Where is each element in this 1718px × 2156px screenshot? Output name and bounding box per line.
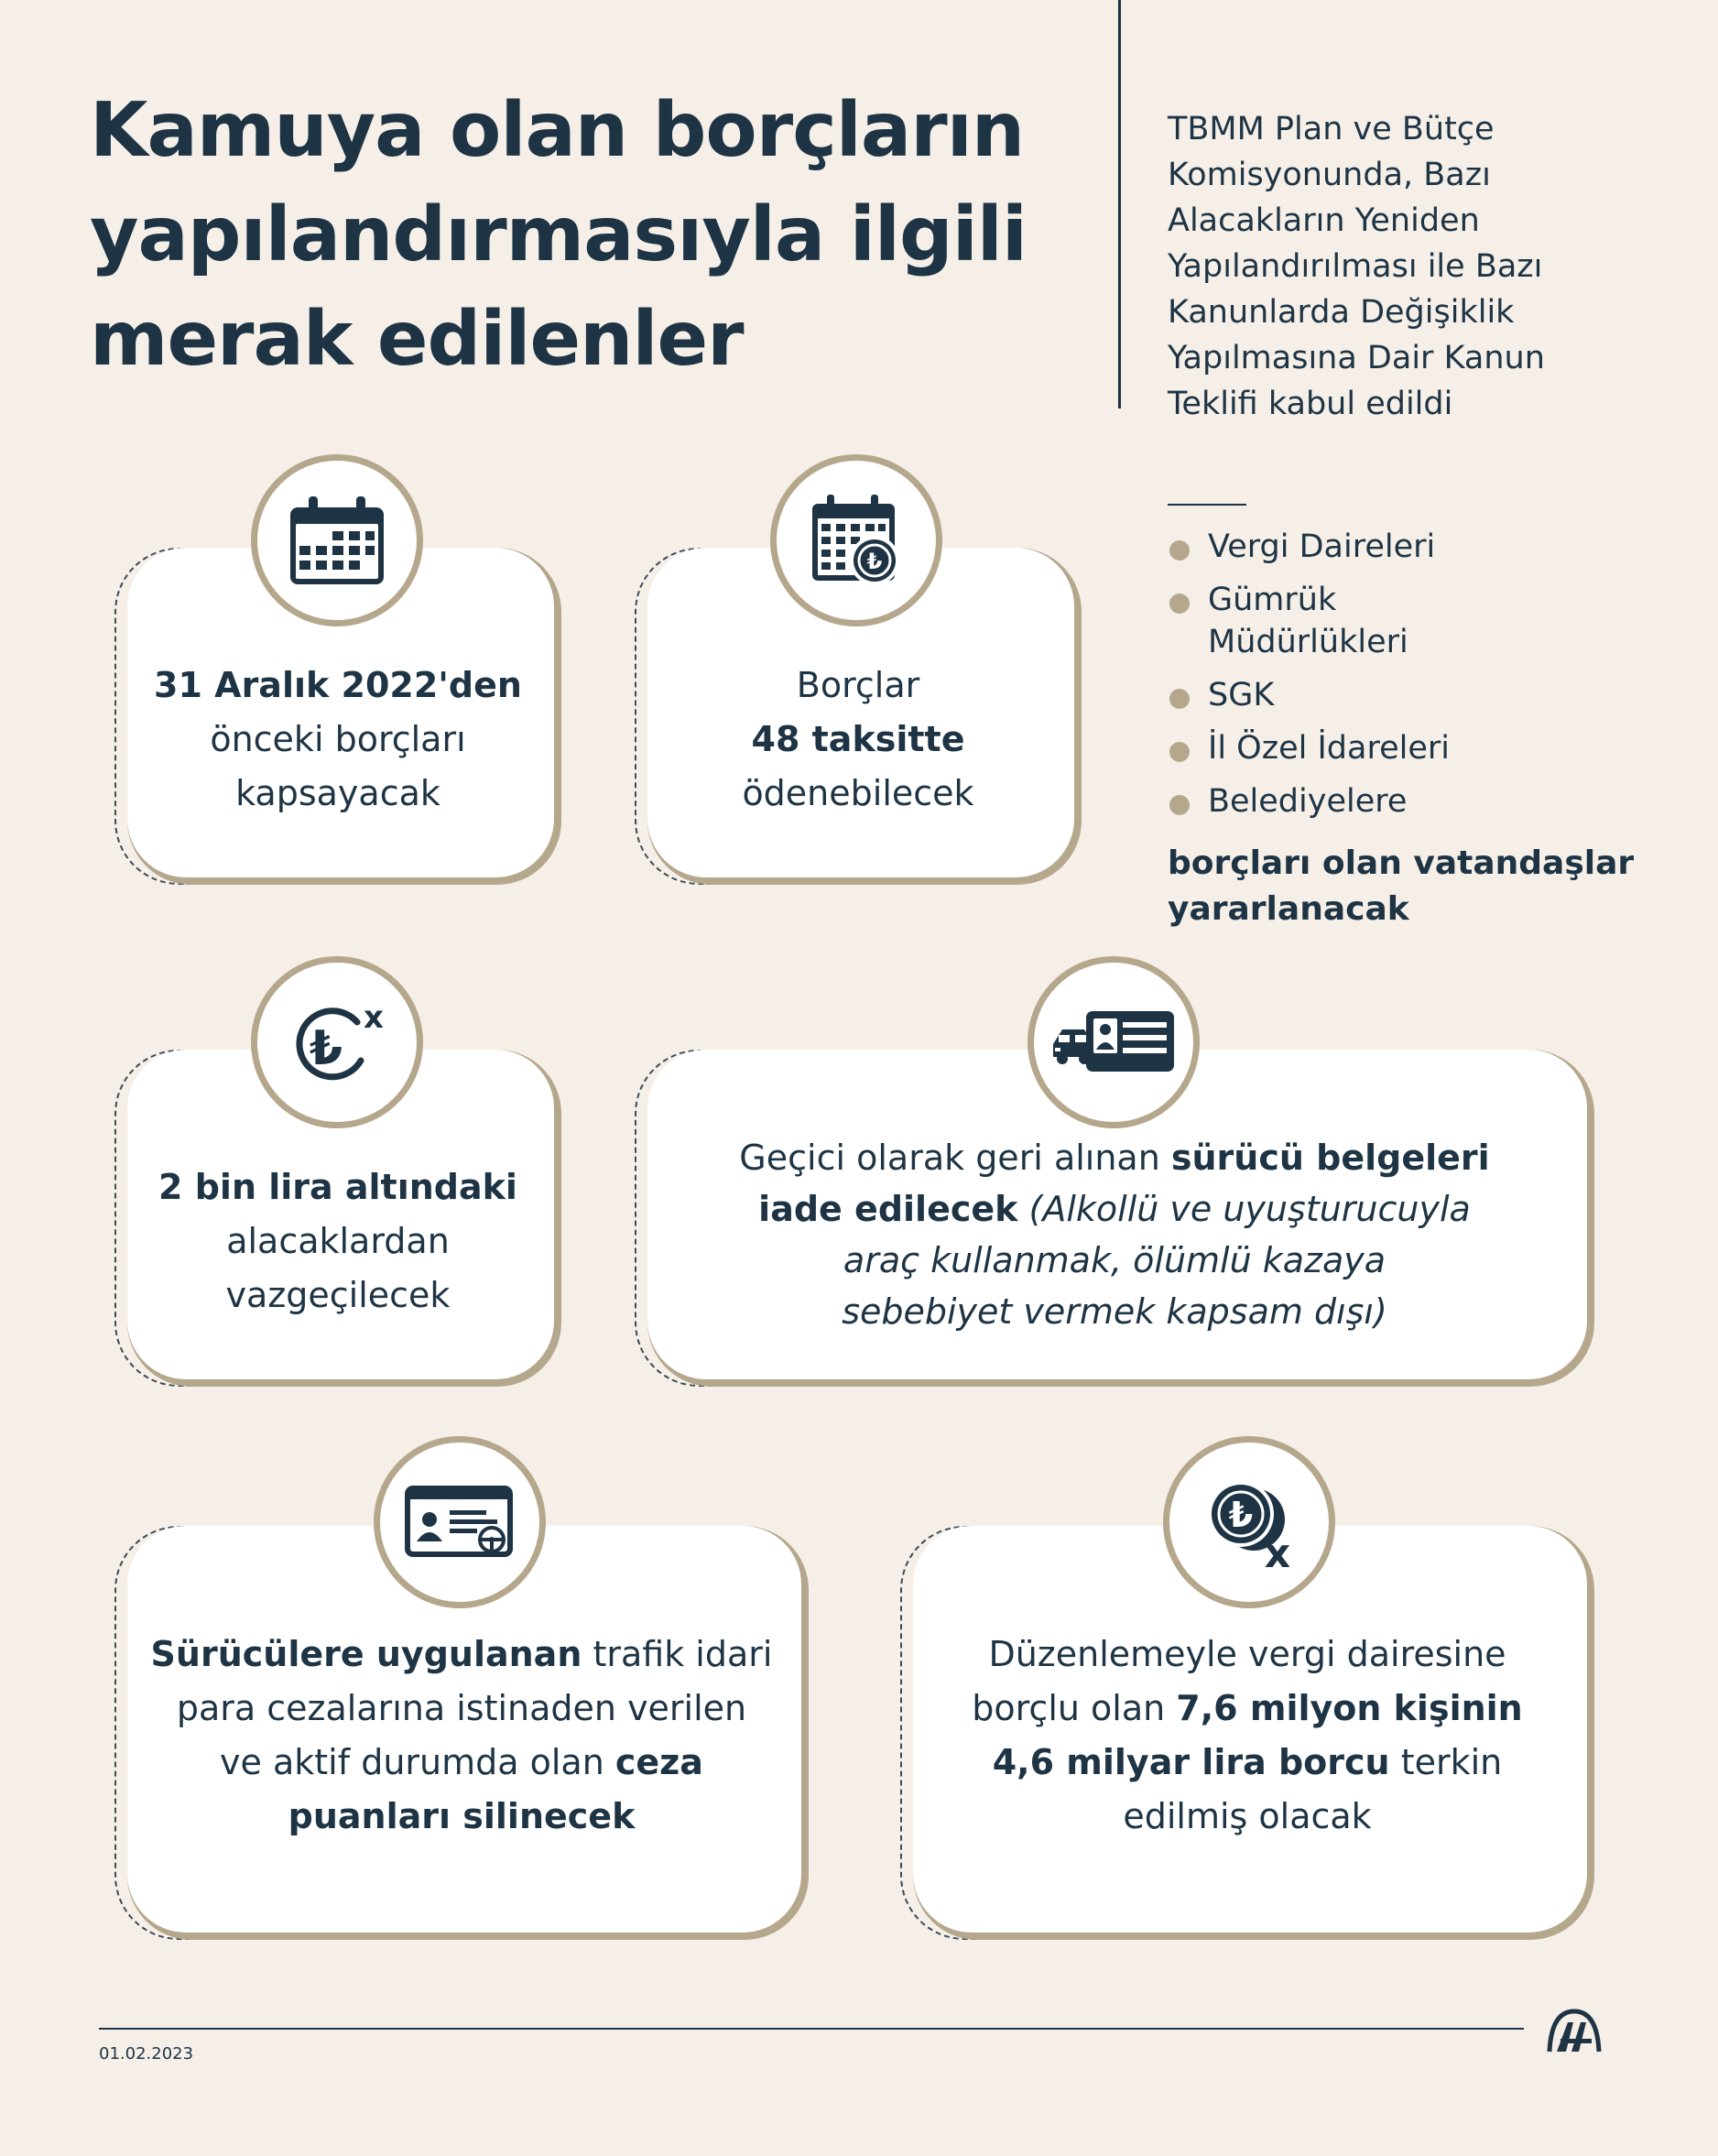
calendar-lira-icon-circle — [770, 454, 942, 626]
card-debt-write-off: Düzenlemeyle vergi dairesine borçlu olan 7,6 milyon kişinin 4,6 milyar lira borcu terkin edilmiş olacak — [900, 1526, 1594, 1940]
list-item: İl Özel İdareleri — [1168, 727, 1680, 769]
car-license-icon — [1049, 1006, 1178, 1079]
svg-text:₺: ₺ — [1228, 1495, 1254, 1535]
calendar-lira-icon — [809, 493, 904, 588]
page-title: Kamuya olan borçların yapılandırmasıyla ilgili merak edilenler — [90, 87, 1028, 383]
svg-text:₺: ₺ — [309, 1021, 343, 1076]
coins-cancel-icon-circle — [1163, 1436, 1335, 1608]
card-installments: Borçlar 48 taksitte ödenebilecek — [635, 548, 1082, 885]
intro-text: TBMM Plan ve Bütçe Komisyonunda, Bazı Alacakların Yeniden Yapılandırılması ile Bazı Kanunlarda Değişiklik Yapılmasına Dair Kanun Teklifi kabul edildi — [1168, 111, 1545, 422]
driver-license-icon-circle — [374, 1436, 546, 1608]
institution-list — [1168, 526, 1680, 833]
publish-date: 01.02.2023 — [99, 2044, 194, 2063]
bullet-dot — [1169, 540, 1190, 561]
svg-text:x: x — [1264, 1530, 1291, 1573]
card-small-debts: 2 bin lira altındaki alacaklardan vazgeçilecek — [114, 1050, 561, 1387]
short-divider — [1168, 504, 1246, 506]
calendar-icon-circle — [251, 454, 423, 626]
bullet-dot — [1169, 795, 1190, 815]
bullet-dot — [1169, 689, 1190, 709]
car-license-icon-circle — [1028, 956, 1200, 1128]
card-deadline: 31 Aralık 2022'den önceki borçları kapsayacak — [114, 548, 561, 885]
list-item: SGK — [1168, 674, 1680, 716]
footer-divider — [99, 2028, 1524, 2030]
card-penalty-points: Sürücülere uygulanan trafik idari para cezalarına istinaden verilen ve aktif durumda olan ceza puanları silinecek — [114, 1526, 809, 1940]
lira-cancel-icon-circle — [251, 956, 423, 1128]
institution-summary: borçları olan vatandaşlar yararlanacak — [1168, 844, 1635, 928]
svg-text:x: x — [364, 999, 384, 1036]
calendar-icon — [287, 493, 387, 588]
svg-text:₺: ₺ — [866, 549, 883, 574]
coins-cancel-icon — [1199, 1472, 1299, 1573]
list-item: Gümrük Müdürlükleri — [1168, 579, 1680, 663]
aa-logo — [1544, 2006, 1604, 2057]
vertical-divider — [1118, 0, 1121, 408]
lira-cancel-icon — [282, 995, 392, 1090]
list-item: Vergi Daireleri — [1168, 526, 1680, 568]
list-item: Belediyelere — [1168, 780, 1680, 822]
bullet-dot — [1169, 593, 1190, 614]
card-driver-licenses: Geçici olarak geri alınan sürücü belgeleri iade edilecek (Alkollü ve uyuşturucuyla araç kullanmak, ölümlü kazaya sebebiyet vermek kapsam dışı) — [635, 1050, 1594, 1387]
driver-license-icon — [404, 1485, 516, 1560]
bullet-dot — [1169, 742, 1190, 762]
